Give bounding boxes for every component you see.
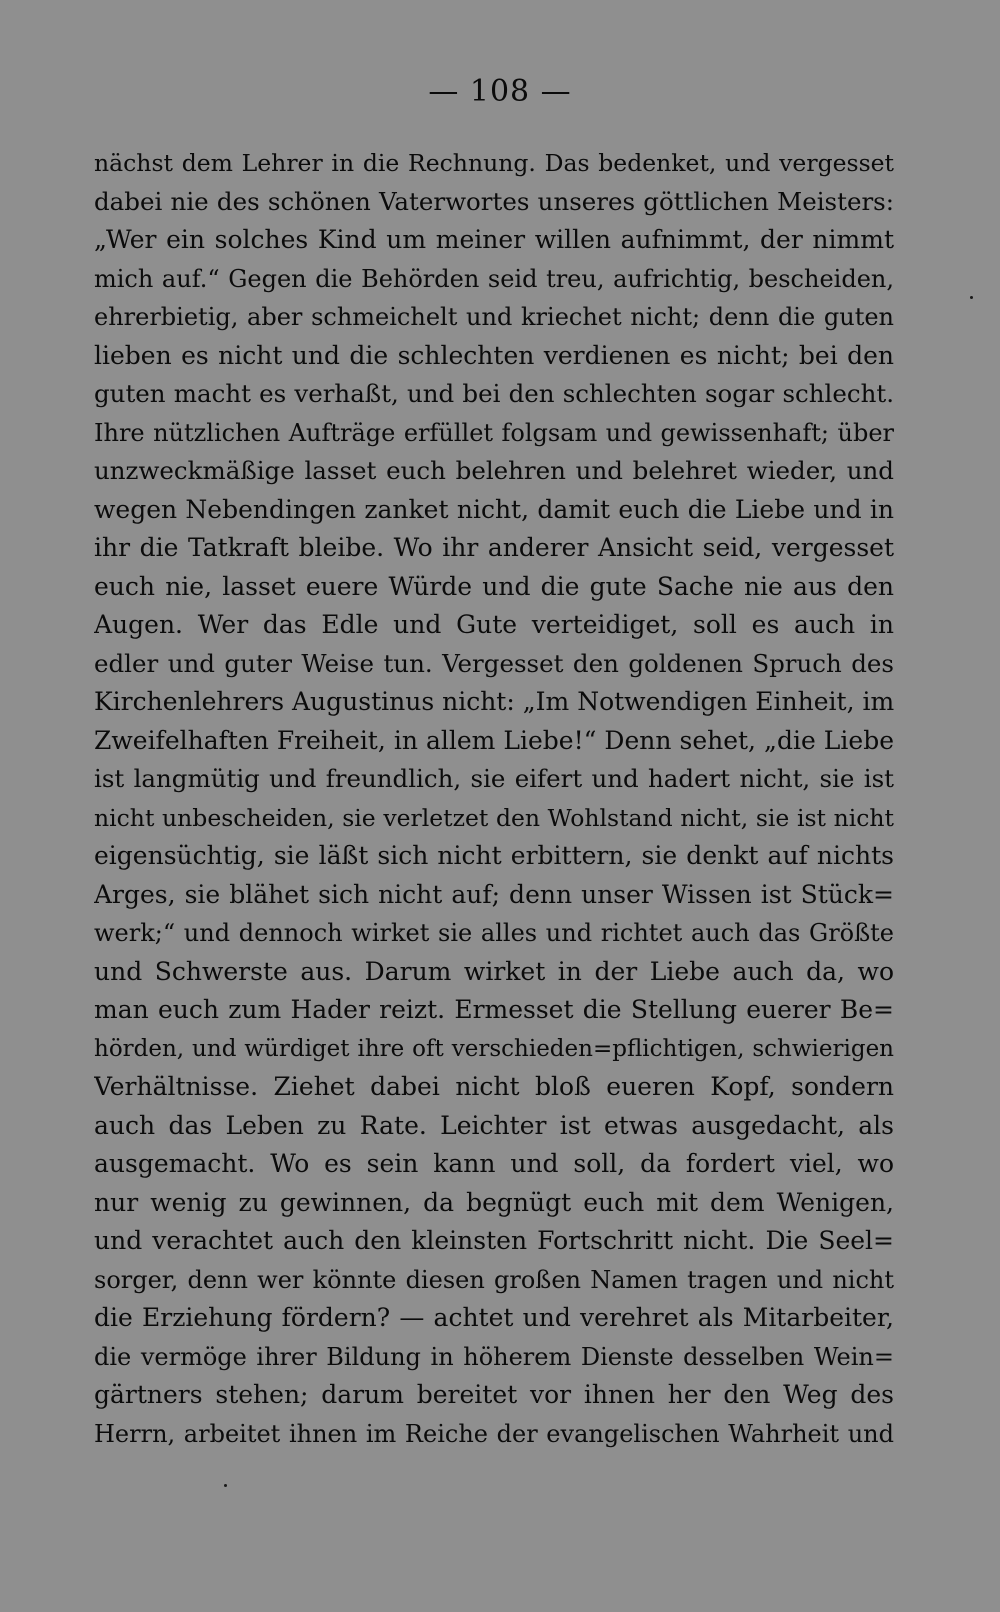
paper-speck bbox=[224, 1484, 227, 1487]
text-line: nächst dem Lehrer in die Rechnung. Das bedenket, und vergesset bbox=[94, 149, 894, 177]
text-line: auch das Leben zu Rate. Leichter ist etwas ausgedacht, als bbox=[94, 1110, 894, 1140]
text-line: werk;“ und dennoch wirket sie alles und richtet auch das Größte bbox=[94, 919, 894, 947]
text-line: Ihre nützlichen Aufträge erfüllet folgsam und gewissenhaft; über bbox=[94, 418, 894, 447]
text-line: man euch zum Hader reizt. Ermesset die Stellung euerer Be= bbox=[94, 995, 894, 1024]
text-line: die Erziehung fördern? — achtet und verehret als Mitarbeiter, bbox=[94, 1303, 894, 1332]
text-line: Kirchenlehrers Augustinus nicht: „Im Notwendigen Einheit, im bbox=[94, 687, 894, 716]
text-line: Augen. Wer das Edle und Gute verteidiget, soll es auch in bbox=[94, 610, 894, 639]
text-line: dabei nie des schönen Vaterwortes unseres göttlichen Meisters: bbox=[94, 186, 894, 216]
text-line: Arges, sie blähet sich nicht auf; denn unser Wissen ist Stück= bbox=[94, 879, 894, 909]
text-line: und Schwerste aus. Darum wirket in der Liebe auch da, wo bbox=[94, 956, 894, 986]
text-line: und verachtet auch den kleinsten Fortschritt nicht. Die Seel= bbox=[94, 1226, 894, 1255]
text-line: eigensüchtig, sie läßt sich nicht erbittern, sie denkt auf nichts bbox=[94, 841, 894, 870]
text-line: die vermöge ihrer Bildung in höherem Dienste desselben Wein= bbox=[94, 1342, 894, 1371]
text-line: unzweckmäßige lasset euch belehren und belehret wieder, und bbox=[94, 456, 894, 485]
text-line: hörden, und würdiget ihre oft verschieden=pflichtigen, schwierigen bbox=[94, 1035, 894, 1062]
text-line: guten macht es verhaßt, und bei den schlechten sogar schlecht. bbox=[94, 379, 894, 408]
text-line: gärtners stehen; darum bereitet vor ihnen her den Weg des bbox=[94, 1380, 894, 1409]
text-line: lieben es nicht und die schlechten verdienen es nicht; bei den bbox=[94, 340, 894, 370]
text-line: euch nie, lasset euere Würde und die gute Sache nie aus den bbox=[94, 571, 894, 601]
paper-speck bbox=[970, 296, 973, 299]
text-line: Herrn, arbeitet ihnen im Reiche der evangelischen Wahrheit und bbox=[94, 1419, 894, 1448]
text-line: mich auf.“ Gegen die Behörden seid treu, aufrichtig, bescheiden, bbox=[94, 264, 894, 293]
text-line: Zweifelhaften Freiheit, in allem Liebe!“ Denn sehet, „die Liebe bbox=[94, 725, 894, 755]
text-line: sorger, denn wer könnte diesen großen Namen tragen und nicht bbox=[94, 1265, 894, 1294]
text-line: edler und guter Weise tun. Vergesset den goldenen Spruch des bbox=[94, 648, 894, 678]
text-line: nicht unbescheiden, sie verletzet den Wohlstand nicht, sie ist nicht bbox=[94, 803, 894, 832]
text-line: Verhältnisse. Ziehet dabei nicht bloß eueren Kopf, sondern bbox=[94, 1072, 894, 1101]
text-line: ihr die Tatkraft bleibe. Wo ihr anderer Ansicht seid, vergesset bbox=[94, 533, 894, 562]
body-text bbox=[94, 144, 894, 1453]
text-line: nur wenig zu gewinnen, da begnügt euch mit dem Wenigen, bbox=[94, 1187, 894, 1217]
text-line: ehrerbietig, aber schmeichelt und kriechet nicht; denn die guten bbox=[94, 303, 894, 331]
text-line: ausgemacht. Wo es sein kann und soll, da fordert viel, wo bbox=[94, 1149, 894, 1178]
page-number-header: — 108 — bbox=[428, 74, 572, 109]
text-line: ist langmütig und freundlich, sie eifert und hadert nicht, sie ist bbox=[94, 764, 894, 793]
text-line: wegen Nebendingen zanket nicht, damit euch die Liebe und in bbox=[94, 494, 894, 524]
text-line: „Wer ein solches Kind um meiner willen aufnimmt, der nimmt bbox=[94, 225, 894, 254]
